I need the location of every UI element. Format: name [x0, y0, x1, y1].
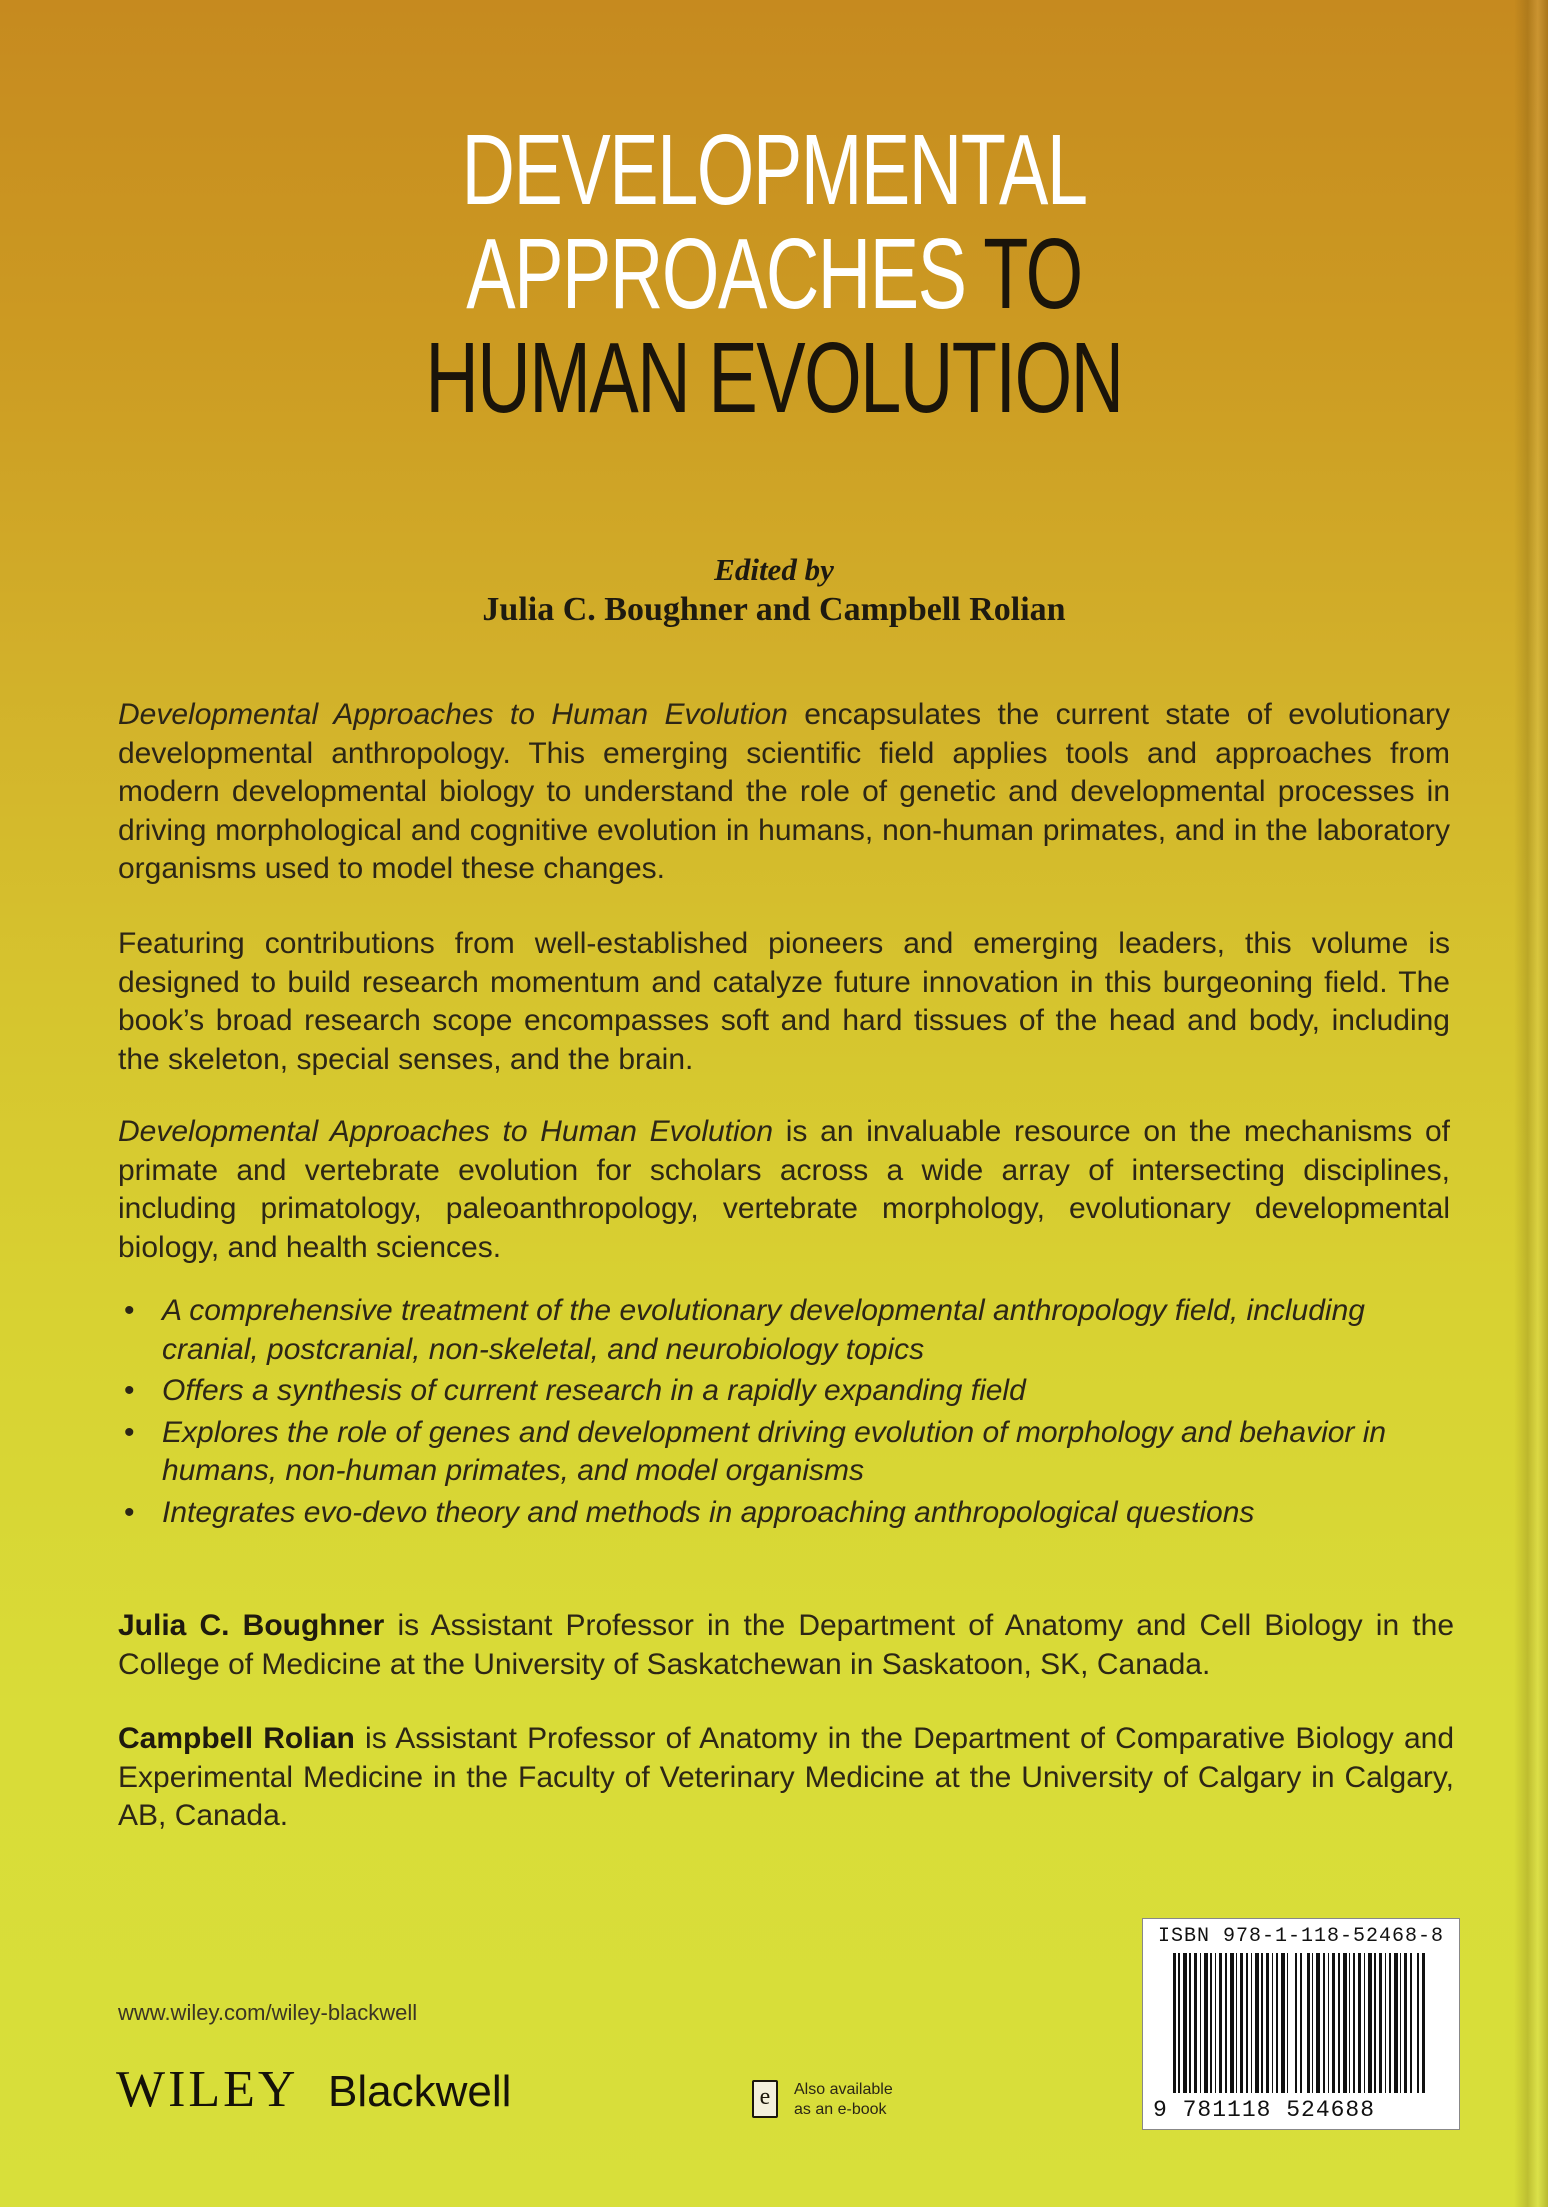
barcode-digits: 9 781118 524688 [1153, 2097, 1376, 2123]
ebook-notice-line-2: as an e-book [794, 2101, 887, 2118]
editor-bio-2-text: is Assistant Professor of Anatomy in the Department of Comparative Biology and Experimental Medicine in the Faculty of Veterinary Medicine at the University of Calgary in Calgary, AB, Canada. [118, 1722, 1455, 1832]
edited-by-label: Edited by [714, 552, 834, 587]
bullet-icon: • [124, 1415, 135, 1449]
title-line-2 [201, 218, 1347, 330]
feature-item [118, 1292, 1458, 1369]
feature-text: Integrates evo-devo theory and methods in approaching anthropological questions [162, 1495, 1255, 1529]
editor-bio-1-text: is Assistant Professor in the Department of Anatomy and Cell Biology in the College of Medicine at the University of Saskatchewan in Saskatoon, SK, Canada. [118, 1609, 1455, 1681]
book-title-italic: Developmental Approaches to Human Evolution [118, 1115, 774, 1148]
ebook-icon: e [752, 2080, 778, 2118]
bullet-icon: • [124, 1495, 135, 1529]
barcode-bars [1173, 1953, 1429, 2093]
description-paragraph-1 [118, 696, 1450, 889]
feature-item [118, 1494, 1458, 1533]
isbn-label: ISBN 978-1-118-52468-8 [1157, 1925, 1445, 1948]
description-p3-text: is an invaluable resource on the mechanisms of primate and vertebrate evolution for scholars across a wide array of intersecting disciplines, including primatology, paleoanthropology, vertebrate morphology, evolutionary developmental biology, and health sciences. [118, 1115, 1451, 1264]
publisher-url[interactable]: www.wiley.com/wiley-blackwell [118, 2000, 418, 2025]
feature-text: Explores the role of genes and development driving evolution of morphology and behavior in humans, non-human primates, and model organisms [162, 1415, 1387, 1487]
editor-bio-2 [118, 1720, 1454, 1836]
feature-item [118, 1414, 1458, 1491]
editor-bio-1-name: Julia C. Boughner [118, 1609, 385, 1642]
ebook-notice [794, 2080, 893, 2120]
title-line-2-word: APPROACHES [466, 218, 966, 330]
book-title [201, 114, 1347, 434]
wiley-logo: WILEY [116, 2061, 299, 2118]
bullet-icon: • [124, 1294, 135, 1327]
feature-text: Offers a synthesis of current research in a rapidly expanding field [162, 1374, 1026, 1407]
feature-list [118, 1292, 1458, 1535]
editor-bio-2-name: Campbell Rolian [118, 1722, 355, 1755]
isbn-barcode [1142, 1918, 1460, 2130]
blackwell-logo: Blackwell [328, 2067, 512, 2116]
ebook-notice-line-1: Also available [794, 2081, 893, 2098]
title-line-3: HUMAN EVOLUTION [425, 322, 1123, 434]
bullet-icon: • [124, 1374, 135, 1407]
book-title-italic: Developmental Approaches to Human Evolution [118, 698, 788, 731]
title-line-1: DEVELOPMENTAL [461, 114, 1087, 226]
spine-edge [1514, 0, 1548, 2207]
feature-item [118, 1372, 1458, 1411]
description-p1-text: encapsulates the current state of evolutionary developmental anthropology. This emerging scientific field applies tools and approaches from modern developmental biology to understand the role of genetic and developmental processes in driving morphological and cognitive evolution in humans, non-human primates, and in the laboratory organisms used to model these changes. [118, 698, 1450, 885]
editor-bio-1 [118, 1607, 1454, 1684]
title-line-2-to: TO [983, 218, 1082, 330]
description-paragraph-3 [118, 1113, 1450, 1267]
editors-block [0, 552, 1548, 632]
description-paragraph-2: Featuring contributions from well-established pioneers and emerging leaders, this volume is designed to build research momentum and catalyze future innovation in this burgeoning field. The book’s broad research scope encompasses soft and hard tissues of the head and body, including the skeleton, special senses, and the brain. [118, 927, 1450, 1076]
feature-text: A comprehensive treatment of the evolutionary developmental anthropology field, including cranial, postcranial, non-skeletal, and neurobiology topics [162, 1294, 1365, 1366]
editor-names: Julia C. Boughner and Campbell Rolian [482, 591, 1066, 628]
